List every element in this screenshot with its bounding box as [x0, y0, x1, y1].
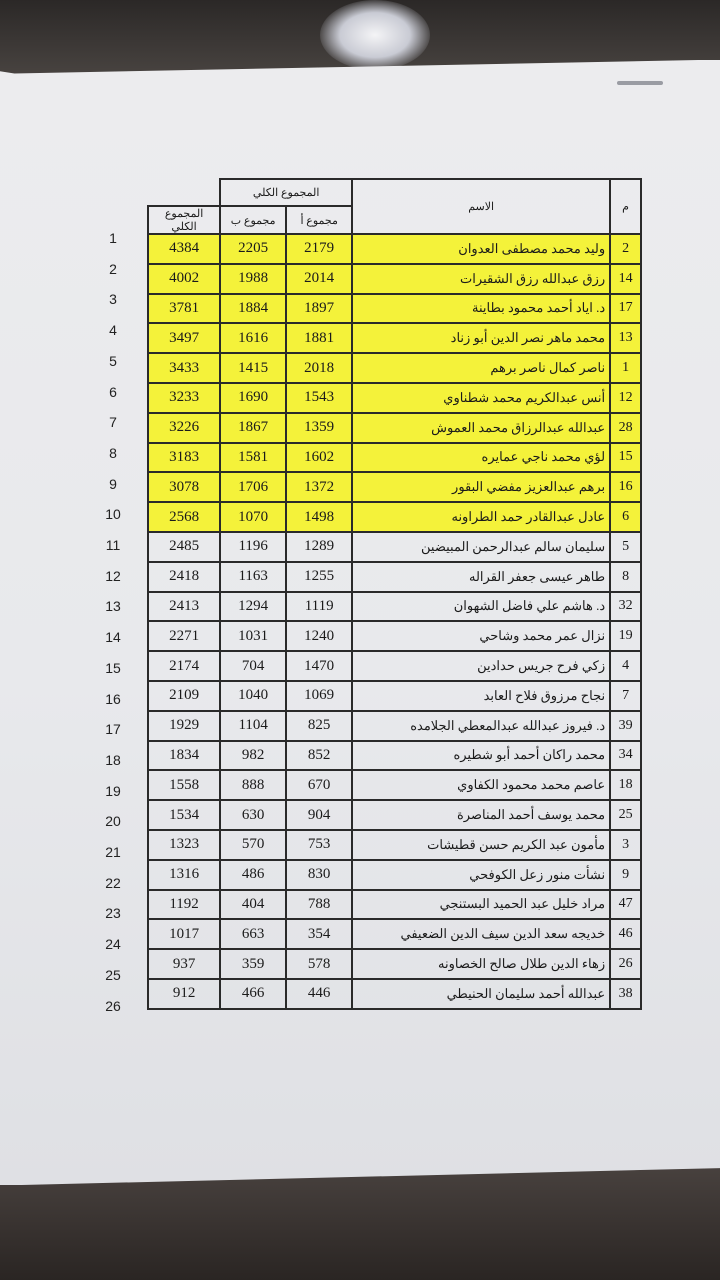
grand-total-cell: 1929	[148, 711, 220, 741]
sum-a-cell: 1897	[286, 294, 352, 324]
table-row	[148, 532, 641, 562]
sum-a-cell: 753	[286, 830, 352, 860]
sum-b-cell: 359	[220, 949, 286, 979]
name-cell: د. فيروز عبدالله عبدالمعطي الجلامده	[352, 711, 610, 741]
sequence-cell: 16	[610, 472, 641, 502]
name-cell: زكي فرح جريس حدادين	[352, 651, 610, 681]
sequence-cell: 38	[610, 979, 641, 1009]
grand-total-cell: 912	[148, 979, 220, 1009]
sum-a-cell: 2014	[286, 264, 352, 294]
name-cell: عادل عبدالقادر حمد الطراونه	[352, 502, 610, 532]
sum-a-cell: 1119	[286, 592, 352, 622]
rank-number: 20	[105, 813, 121, 830]
table-row	[148, 383, 641, 413]
table-row	[148, 711, 641, 741]
grand-total-cell: 1558	[148, 770, 220, 800]
sum-b-cell: 1163	[220, 562, 286, 592]
table-row	[148, 741, 641, 771]
sum-a-cell: 1543	[286, 383, 352, 413]
name-cell: مأمون عبد الكريم حسن قطيشات	[352, 830, 610, 860]
sequence-cell: 28	[610, 413, 641, 443]
sequence-cell: 47	[610, 890, 641, 920]
sum-a-cell: 1289	[286, 532, 352, 562]
staple-mark	[617, 81, 663, 85]
table-row	[148, 472, 641, 502]
name-cell: وليد محمد مصطفى العدوان	[352, 234, 610, 264]
table-row	[148, 443, 641, 473]
table-row	[148, 860, 641, 890]
grand-total-cell: 3233	[148, 383, 220, 413]
rank-number: 3	[109, 291, 117, 308]
sequence-cell: 18	[610, 770, 641, 800]
sum-b-cell: 466	[220, 979, 286, 1009]
grand-total-cell: 1323	[148, 830, 220, 860]
sum-b-cell: 1867	[220, 413, 286, 443]
table-row	[148, 830, 641, 860]
name-cell: نجاح مرزوق فلاح العابد	[352, 681, 610, 711]
sequence-cell: 25	[610, 800, 641, 830]
sum-b-cell: 1415	[220, 353, 286, 383]
rank-number: 4	[109, 322, 117, 339]
sequence-cell: 26	[610, 949, 641, 979]
sum-b-cell: 982	[220, 741, 286, 771]
name-cell: لؤي محمد ناجي عمايره	[352, 443, 610, 473]
grand-total-cell: 2485	[148, 532, 220, 562]
name-cell: عبدالله عبدالرزاق محمد العموش	[352, 413, 610, 443]
sequence-cell: 14	[610, 264, 641, 294]
name-cell: د. هاشم علي فاضل الشهوان	[352, 592, 610, 622]
sequence-cell: 34	[610, 741, 641, 771]
sum-b-cell: 1104	[220, 711, 286, 741]
rank-number: 11	[105, 537, 121, 553]
name-cell: نزال عمر محمد وشاحي	[352, 621, 610, 651]
name-cell: ناصر كمال ناصر برهم	[352, 353, 610, 383]
rank-number: 26	[105, 997, 121, 1014]
sequence-cell: 6	[610, 502, 641, 532]
rank-number: 19	[105, 782, 121, 799]
sequence-cell: 17	[610, 294, 641, 324]
sum-b-cell: 1988	[220, 264, 286, 294]
sum-a-cell: 788	[286, 890, 352, 920]
table-row	[148, 681, 641, 711]
sequence-cell: 15	[610, 443, 641, 473]
sequence-cell: 3	[610, 830, 641, 860]
sequence-cell: 19	[610, 621, 641, 651]
rank-number: 25	[105, 966, 121, 983]
table-row	[148, 979, 641, 1009]
sum-a-cell: 1498	[286, 502, 352, 532]
sum-b-cell: 486	[220, 860, 286, 890]
table-row	[148, 413, 641, 443]
grand-total-cell: 3183	[148, 443, 220, 473]
sequence-cell: 13	[610, 323, 641, 353]
sum-a-cell: 2018	[286, 353, 352, 383]
grand-total-cell: 2568	[148, 502, 220, 532]
rank-number: 7	[109, 414, 117, 431]
sum-a-cell: 1372	[286, 472, 352, 502]
grand-total-cell: 3497	[148, 323, 220, 353]
name-cell: مراد خليل عبد الحميد البستنجي	[352, 890, 610, 920]
sum-a-cell: 852	[286, 741, 352, 771]
table-row	[148, 890, 641, 920]
table-row	[148, 502, 641, 532]
sequence-cell: 2	[610, 234, 641, 264]
sum-a-cell: 1240	[286, 621, 352, 651]
header-sum-b: مجموع ب	[220, 206, 286, 234]
sequence-cell: 5	[610, 532, 641, 562]
sum-b-cell: 630	[220, 800, 286, 830]
name-cell: محمد يوسف أحمد المناصرة	[352, 800, 610, 830]
grand-total-cell: 3433	[148, 353, 220, 383]
sum-a-cell: 1881	[286, 323, 352, 353]
sum-b-cell: 1196	[220, 532, 286, 562]
sequence-cell: 46	[610, 919, 641, 949]
table-row	[148, 234, 641, 264]
rank-number: 5	[109, 352, 117, 369]
results-table	[147, 178, 642, 1010]
name-cell: محمد راكان أحمد أبو شطيره	[352, 741, 610, 771]
table-row	[148, 353, 641, 383]
header-m: م	[610, 179, 641, 234]
sum-b-cell: 1884	[220, 294, 286, 324]
rank-number: 13	[105, 598, 121, 615]
name-cell: برهم عبدالعزيز مفضي البقور	[352, 472, 610, 502]
rank-number: 22	[105, 874, 121, 891]
rank-number: 9	[109, 475, 117, 492]
name-cell: زهاء الدين طلال صالح الخصاونه	[352, 949, 610, 979]
grand-total-cell: 3078	[148, 472, 220, 502]
grand-total-cell: 1834	[148, 741, 220, 771]
sequence-cell: 4	[610, 651, 641, 681]
sequence-cell: 9	[610, 860, 641, 890]
sum-a-cell: 904	[286, 800, 352, 830]
header-name: الاسم	[352, 179, 610, 234]
sequence-cell: 32	[610, 592, 641, 622]
sum-a-cell: 1069	[286, 681, 352, 711]
rank-number: 15	[105, 659, 121, 676]
sum-a-cell: 354	[286, 919, 352, 949]
rank-number: 23	[105, 905, 121, 922]
sum-a-cell: 830	[286, 860, 352, 890]
rank-number: 21	[105, 844, 121, 860]
name-cell: طاهر عيسى جعفر القراله	[352, 562, 610, 592]
rank-number: 10	[105, 506, 121, 523]
sum-a-cell: 1255	[286, 562, 352, 592]
sum-b-cell: 570	[220, 830, 286, 860]
sum-b-cell: 1616	[220, 323, 286, 353]
name-cell: محمد ماهر نصر الدين أبو زناد	[352, 323, 610, 353]
table-row	[148, 592, 641, 622]
sequence-cell: 39	[610, 711, 641, 741]
sequence-cell: 1	[610, 353, 641, 383]
grand-total-cell: 2418	[148, 562, 220, 592]
sum-a-cell: 670	[286, 770, 352, 800]
grand-total-cell: 1017	[148, 919, 220, 949]
table-row	[148, 800, 641, 830]
table-row	[148, 562, 641, 592]
sequence-cell: 7	[610, 681, 641, 711]
sum-a-cell: 1359	[286, 413, 352, 443]
sum-a-cell: 446	[286, 979, 352, 1009]
sum-a-cell: 578	[286, 949, 352, 979]
table-row	[148, 323, 641, 353]
header-group-total: المجموع الكلي	[220, 179, 352, 206]
table-row	[148, 621, 641, 651]
header-sum-a: مجموع أ	[286, 206, 352, 234]
table-row	[148, 651, 641, 681]
sequence-cell: 12	[610, 383, 641, 413]
header-blank	[148, 179, 220, 206]
sum-b-cell: 404	[220, 890, 286, 920]
name-cell: عبدالله أحمد سليمان الحنيطي	[352, 979, 610, 1009]
rank-number: 1	[109, 230, 117, 246]
rank-number: 14	[105, 629, 121, 646]
rank-number: 8	[109, 444, 117, 461]
sum-b-cell: 663	[220, 919, 286, 949]
rank-number: 6	[109, 383, 117, 400]
sum-b-cell: 888	[220, 770, 286, 800]
grand-total-cell: 4002	[148, 264, 220, 294]
header-grand-total: المجموع الكلي	[148, 206, 220, 234]
table-row	[148, 919, 641, 949]
name-cell: د. اياد أحمد محمود بطاينة	[352, 294, 610, 324]
grand-total-cell: 1192	[148, 890, 220, 920]
name-cell: أنس عبدالكريم محمد شطناوي	[352, 383, 610, 413]
sum-b-cell: 1581	[220, 443, 286, 473]
rank-number: 17	[105, 721, 121, 738]
grand-total-cell: 937	[148, 949, 220, 979]
grand-total-cell: 3781	[148, 294, 220, 324]
sum-b-cell: 1031	[220, 621, 286, 651]
sum-a-cell: 1470	[286, 651, 352, 681]
name-cell: سليمان سالم عبدالرحمن المبيضين	[352, 532, 610, 562]
grand-total-cell: 2413	[148, 592, 220, 622]
table-row	[148, 294, 641, 324]
rank-number: 2	[109, 260, 117, 277]
name-cell: عاصم محمد محمود الكفاوي	[352, 770, 610, 800]
name-cell: نشأت منور زعل الكوفحي	[352, 860, 610, 890]
grand-total-cell: 1316	[148, 860, 220, 890]
sequence-cell: 8	[610, 562, 641, 592]
grand-total-cell: 2109	[148, 681, 220, 711]
sum-b-cell: 2205	[220, 234, 286, 264]
rank-number: 16	[105, 690, 121, 707]
sum-b-cell: 704	[220, 651, 286, 681]
sum-a-cell: 825	[286, 711, 352, 741]
sum-b-cell: 1706	[220, 472, 286, 502]
name-cell: خديجه سعد الدين سيف الدين الضعيفي	[352, 919, 610, 949]
grand-total-cell: 1534	[148, 800, 220, 830]
grand-total-cell: 2271	[148, 621, 220, 651]
table-row	[148, 770, 641, 800]
rank-number: 18	[105, 751, 121, 768]
sum-b-cell: 1294	[220, 592, 286, 622]
sum-b-cell: 1040	[220, 681, 286, 711]
sum-b-cell: 1690	[220, 383, 286, 413]
grand-total-cell: 3226	[148, 413, 220, 443]
sum-a-cell: 2179	[286, 234, 352, 264]
table-row	[148, 949, 641, 979]
name-cell: رزق عبدالله رزق الشقيرات	[352, 264, 610, 294]
light-glare	[320, 0, 430, 70]
grand-total-cell: 2174	[148, 651, 220, 681]
rank-number: 24	[105, 936, 121, 953]
sum-b-cell: 1070	[220, 502, 286, 532]
table-row	[148, 264, 641, 294]
rank-number: 12	[105, 567, 121, 584]
grand-total-cell: 4384	[148, 234, 220, 264]
sum-a-cell: 1602	[286, 443, 352, 473]
